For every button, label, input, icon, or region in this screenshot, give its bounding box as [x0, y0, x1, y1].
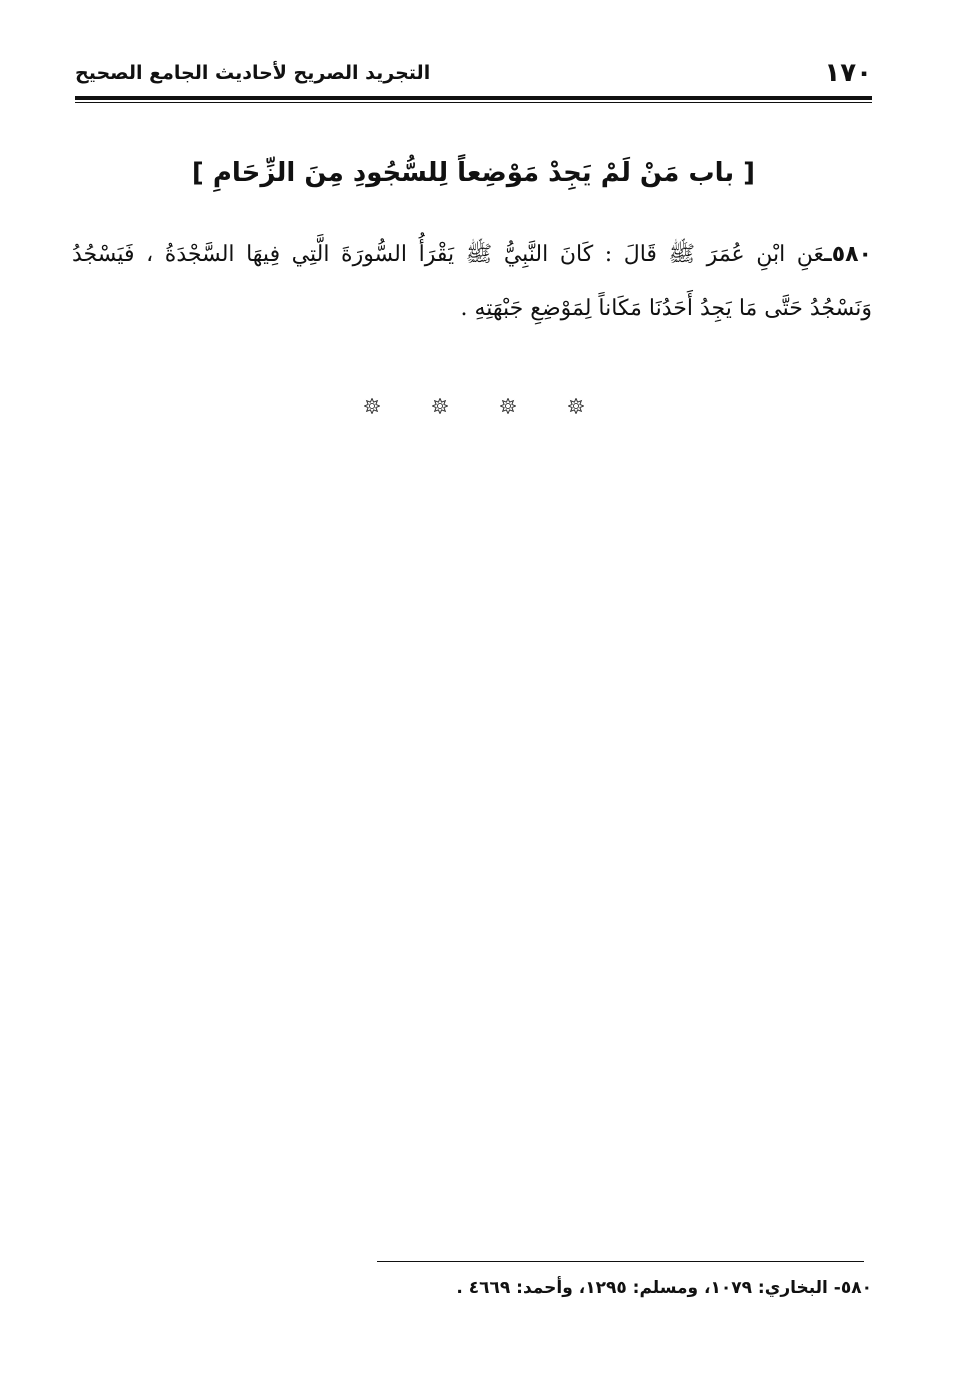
header-rule-thin: [75, 102, 872, 103]
footnote-rule: [377, 1261, 864, 1262]
footnote: ٥٨٠- البخاري: ١٠٧٩، ومسلم: ١٢٩٥، وأحمد: ٤٦٦٩ .: [456, 1278, 872, 1298]
rosette-icon: [500, 398, 516, 414]
running-title: التجريد الصريح لأحاديث الجامع الصحيح: [75, 62, 431, 84]
hadith-text: عَنِ ابْنِ عُمَرَ ﷺ قَالَ : كَانَ النَّبِيُّ ﷺ يَقْرَأُ السُّورَةَ الَّتِي فِيهَا السَّجْدَةُ ، فَيَسْجُدُ وَنَسْجُدُ حَتَّى مَا يَجِدُ أَحَدُنَا مَكَاناً لِمَوْضِعِ جَبْهَتِهِ .: [72, 242, 872, 321]
rosette-icon: [568, 398, 584, 414]
page-number: ١٧٠: [824, 58, 872, 88]
page-header: [75, 56, 872, 92]
chapter-heading: [ باب مَنْ لَمْ يَجِدْ مَوْضِعاً لِلسُّجُودِ مِنَ الزِّحَامِ ]: [191, 158, 756, 188]
header-rule: [75, 96, 872, 100]
section-divider-ornaments: [75, 398, 872, 414]
hadith-number: ٥٨٠ـ: [824, 242, 872, 267]
hadith-paragraph: [72, 228, 872, 336]
rosette-icon: [364, 398, 380, 414]
rosette-icon: [432, 398, 448, 414]
